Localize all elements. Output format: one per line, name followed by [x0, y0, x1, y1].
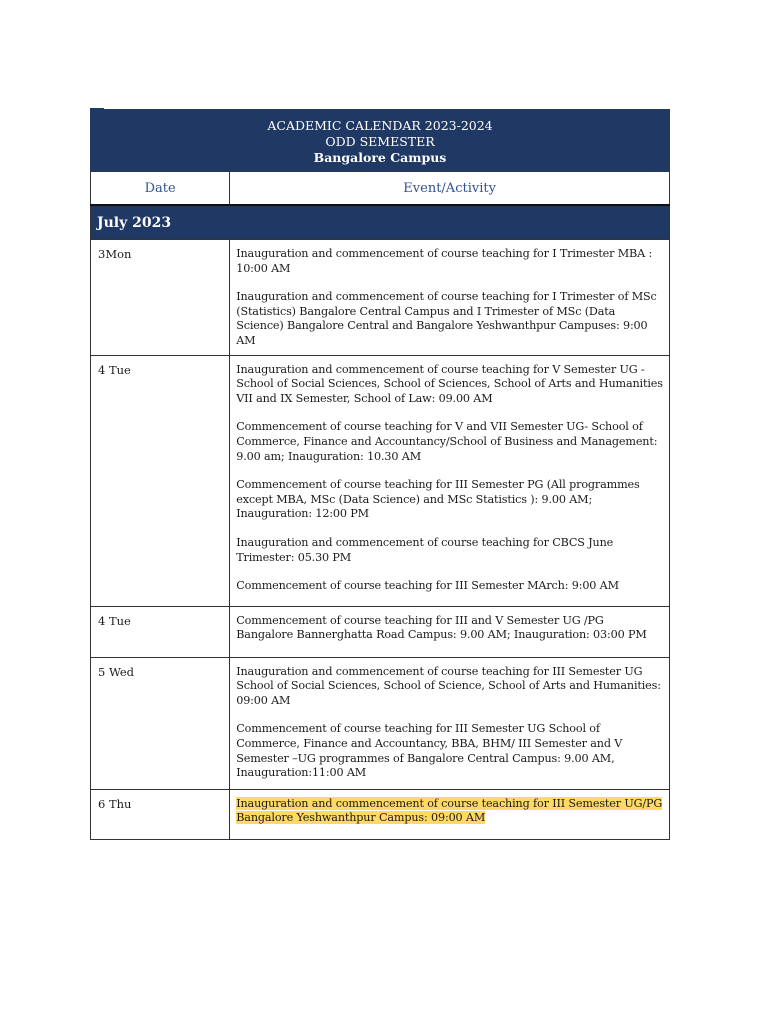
event-text: Inauguration and commencement of course teaching for III Semester UG School of Social Sciences, School of Science, School of Arts and Humanities: 09:00 AM: [236, 664, 661, 707]
date-cell: 4 Tue: [91, 606, 230, 657]
table-row: [91, 789, 670, 839]
date-cell: 5 Wed: [91, 657, 230, 789]
event-text: Inauguration and commencement of course teaching for CBCS June Trimester: 05.30 PM: [236, 535, 614, 564]
event-text: Commencement of course teaching for III and V Semester UG /PG Bangalore Bannerghatta Road Campus: 9.00 AM; Inauguration: 03:00 PM: [236, 613, 647, 642]
event-cell: [230, 657, 670, 789]
event-text: [236, 797, 663, 826]
title-line-2: ODD SEMESTER: [325, 134, 435, 149]
table-row: [91, 657, 670, 789]
month-label: July 2023: [91, 205, 670, 240]
event-text: Commencement of course teaching for III Semester MArch: 9:00 AM: [236, 579, 619, 593]
title-line-1: ACADEMIC CALENDAR 2023-2024: [267, 118, 493, 133]
month-row: [91, 205, 670, 240]
event-text: Inauguration and commencement of course teaching for I Trimester of MSc (Statistics) Bangalore Central Campus and I Trimester of MSc (Data Science) Bangalore Central and Bangalore Yeshwanthpur Campuses: 9:00 AM: [236, 290, 657, 347]
highlighted-event-text: Inauguration and commencement of course teaching for III Semester UG/PG Bangalore Yeshwanthpur Campus: 09:00 AM: [236, 796, 663, 825]
title-row: [91, 110, 670, 172]
calendar-title: [91, 110, 670, 172]
event-cell: [230, 606, 670, 657]
column-header-row: [91, 172, 670, 206]
table-row: [91, 355, 670, 606]
event-cell: [230, 240, 670, 356]
date-cell: 4 Tue: [91, 355, 230, 606]
event-text: Commencement of course teaching for III Semester PG (All programmes except MBA, MSc (Data Science) and MSc Statistics ): 9.00 AM; Inauguration: 12:00 PM: [236, 478, 640, 521]
date-cell: 3Mon: [91, 240, 230, 356]
event-text: Commencement of course teaching for III Semester UG School of Commerce, Finance and Accountancy, BBA, BHM/ III Semester and V Semester –UG programmes of Bangalore Central Campus: 9.00 AM, Inauguration:11:00 AM: [236, 722, 623, 780]
event-text: Inauguration and commencement of course teaching for V Semester UG -School of Social Sciences, School of Sciences, School of Arts and Humanities VII and IX Semester, School of Law: 09.00 AM: [236, 362, 663, 405]
event-text: Commencement of course teaching for V and VII Semester UG- School of Commerce, Finance and Accountancy/School of Business and Management: 9.00 am; Inauguration: 10.30 AM: [236, 420, 658, 463]
event-cell: [230, 789, 670, 839]
table-row: [91, 606, 670, 657]
event-text: Inauguration and commencement of course teaching for I Trimester MBA : 10:00 AM: [236, 247, 653, 275]
academic-calendar-table: [90, 109, 670, 840]
event-cell: [230, 355, 670, 606]
event-column-header: Event/Activity: [230, 172, 670, 206]
date-cell: 6 Thu: [91, 789, 230, 839]
date-column-header: Date: [91, 172, 230, 206]
table-row: [91, 240, 670, 356]
title-line-3: Bangalore Campus: [313, 150, 447, 165]
